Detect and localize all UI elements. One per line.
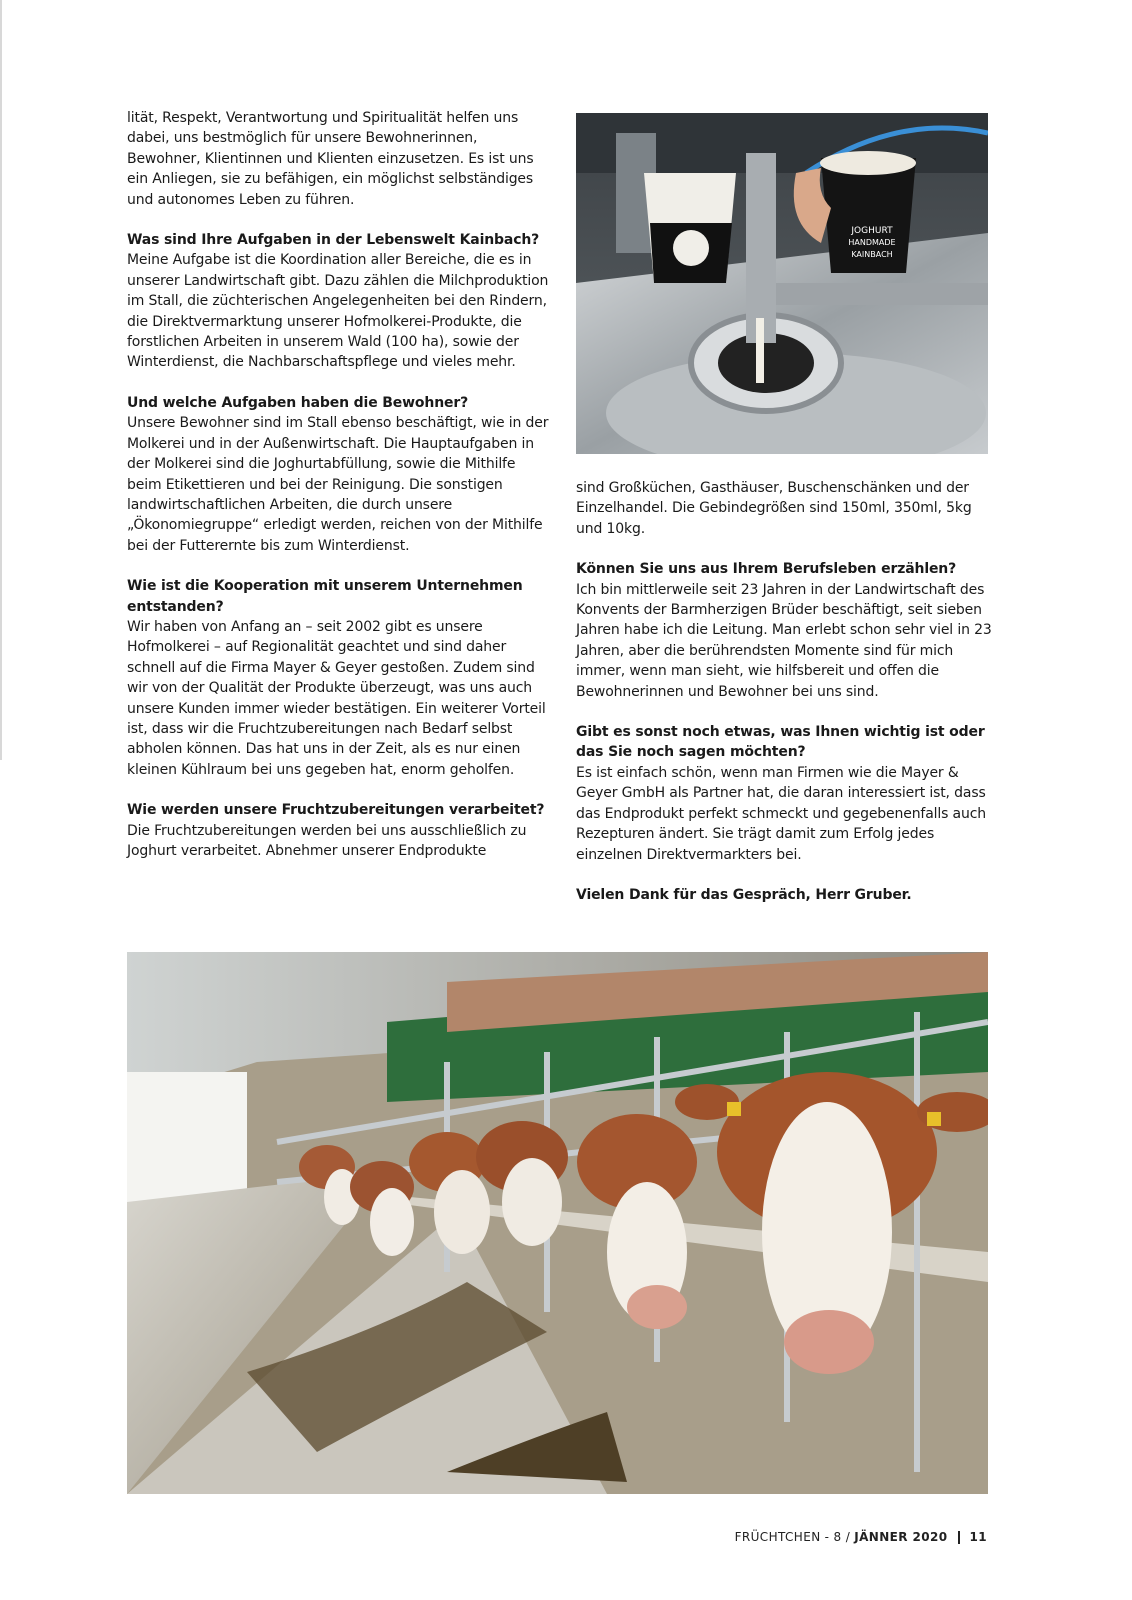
answer-paragraph: Die Fruchtzubereitungen werden bei uns ausschließlich zu Joghurt verarbeitet. Abnehmer unserer Endprodukte [127,822,527,859]
yogurt-filling-photo [576,113,988,454]
right-text-column [576,478,996,905]
question-heading: Gibt es sonst noch etwas, was Ihnen wichtig ist oder das Sie noch sagen möchten? [576,724,985,761]
magazine-name: FRÜCHTCHEN [734,1530,821,1544]
intro-paragraph: lität, Respekt, Verantwortung und Spiritualität helfen uns dabei, uns bestmöglich für unsere Bewohnerinnen, Bewohner, Klientinnen und Klienten einzusetzen. Es ist uns ein Anliegen, sie zu befähigen, ein möglichst selbständiges und autonomes Leben zu führen. [127,110,534,208]
page-edge-shadow [0,0,2,760]
answer-paragraph: Meine Aufgabe ist die Koordination aller Bereiche, die es in unserer Landwirtschaft gibt. Dazu zählen die Milchproduktion im Stall, die züchterischen Angelegenheiten bei den Rindern, die Direktvermarktung unserer Hofmolkerei-Produkte, die forstlichen Arbeiten in unserem Wald (100 ha), sowie der Winterdienst, die Nachbarschaftspflege und vieles mehr. [127,252,549,371]
answer-paragraph: Ich bin mittlerweile seit 23 Jahren in der Landwirtschaft des Konvents der Barmherzigen Brüder beschäftigt, seit sieben Jahren habe ich die Leitung. Man erlebt schon sehr viel in 23 Jahren, aber die berührendsten Momente sind für mich immer, wenn man sieht, wie hilfsbereit und offen die Bewohnerinnen und Bewohner bei uns sind. [576,581,992,700]
page-footer [735,1530,987,1544]
continuation-paragraph: sind Großküchen, Gasthäuser, Buschenschänken und der Einzelhandel. Die Gebindegrößen sind 150ml, 350ml, 5kg und 10kg. [576,480,972,537]
answer-paragraph: Unsere Bewohner sind im Stall ebenso beschäftigt, wie in der Molkerei und in der Außenwirtschaft. Die Hauptaufgaben in der Molkerei sind die Joghurtabfüllung, sowie die Mithilfe beim Etikettieren und bei der Reinigung. Die sonstigen landwirtschaftlichen Arbeiten, die durch unsere „Ökonomiegruppe“ erledigt werden, reichen von der Mithilfe bei der Futterernte bis zum Winterdienst. [127,415,549,554]
cup-label-line: HANDMADE [848,238,896,247]
cup-label-line: JOGHURT [851,226,893,236]
question-heading: Können Sie uns aus Ihrem Berufsleben erzählen? [576,561,957,578]
issue-number: - 8 / [824,1530,851,1544]
left-text-column [127,108,552,861]
answer-paragraph: Es ist einfach schön, wenn man Firmen wie die Mayer & Geyer GmbH als Partner hat, die daran interessiert ist, dass das Endprodukt perfekt schmeckt und gegebenenfalls auch Rezepturen ändert. Sie trägt damit zum Erfolg jedes einzelnen Direktvermarkters bei. [576,764,986,863]
cow-barn-photo [127,952,988,1494]
question-heading: Und welche Aufgaben haben die Bewohner? [127,394,469,411]
cup-label-line: KAINBACH [851,250,893,259]
footer-divider [958,1531,960,1544]
closing-line: Vielen Dank für das Gespräch, Herr Gruber. [576,886,912,903]
page-number: 11 [969,1530,987,1544]
question-heading: Wie werden unsere Fruchtzubereitungen verarbeitet? [127,802,545,819]
question-heading: Wie ist die Kooperation mit unserem Unternehmen entstanden? [127,578,523,615]
question-heading: Was sind Ihre Aufgaben in der Lebenswelt Kainbach? [127,232,540,249]
issue-date: JÄNNER 2020 [854,1530,948,1544]
answer-paragraph: Wir haben von Anfang an – seit 2002 gibt es unsere Hofmolkerei – auf Regionalität geachtet und sind daher schnell auf die Firma Mayer & Geyer gestoßen. Zudem sind wir von der Qualität der Produkte überzeugt, was uns auch unsere Kunden immer wieder bestätigen. Ein weiterer Vorteil ist, dass wir die Fruchtzubereitungen nach Bedarf selbst abholen können. Das hat uns in der Zeit, als es nur einen kleinen Kühlraum bei uns gegeben hat, enorm geholfen. [127,618,546,778]
